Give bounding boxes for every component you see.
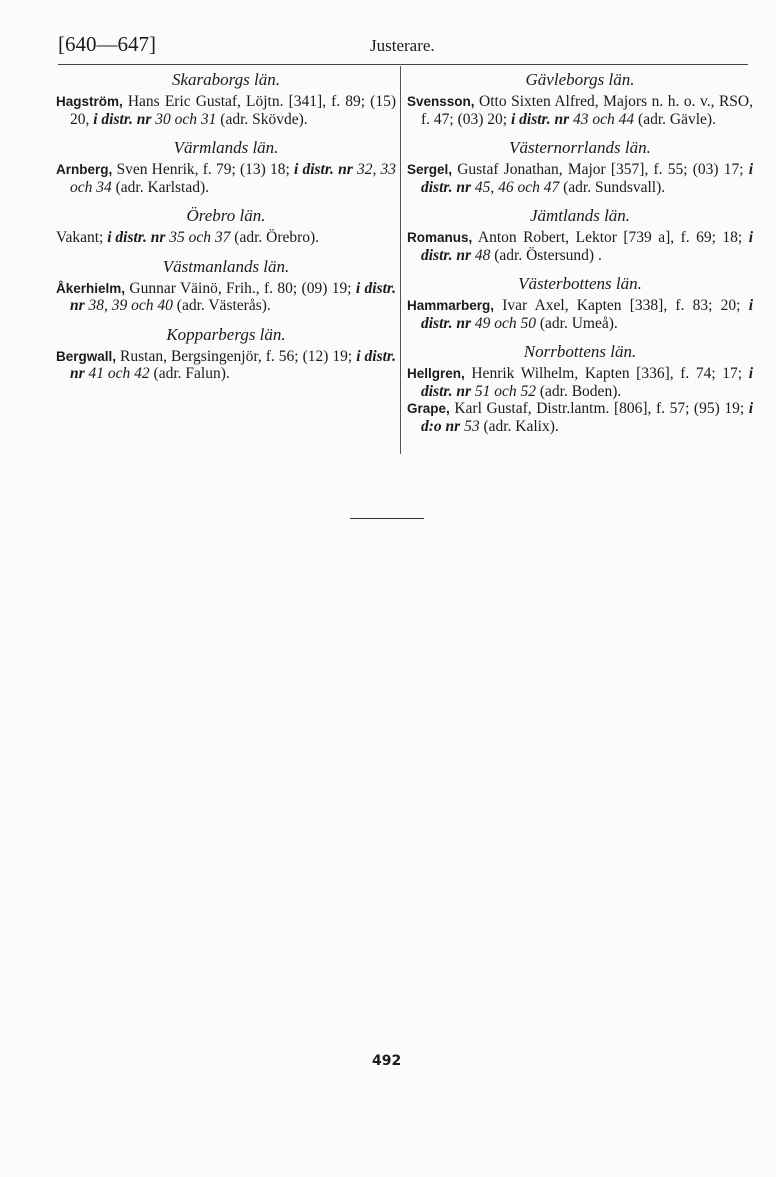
- entry-details: Ivar Axel, Kapten [338], f. 83; 20;: [494, 297, 749, 314]
- column-divider: [400, 66, 401, 454]
- county-heading: Västmanlands län.: [162, 256, 290, 276]
- county-heading: Norrbottens län.: [523, 342, 637, 361]
- page-range: [640—647]: [58, 32, 156, 56]
- district-label: i distr. nr: [510, 110, 570, 128]
- entry: [56, 348, 396, 383]
- entry-details: Otto Sixten Alfred, Majors n. h. o. v., RSO, f. 47; (03) 20;: [421, 93, 753, 128]
- person-name: Svensson,: [407, 94, 475, 109]
- district-label: i distr. nr: [93, 110, 152, 128]
- entry: [407, 161, 753, 196]
- entry-address: (adr. Sundsvall).: [559, 178, 666, 196]
- section-gavleborg: [407, 70, 753, 128]
- district-numbers: 41 och 42: [84, 365, 150, 382]
- county-heading: Gävleborgs län.: [525, 70, 635, 89]
- section-vasternorrland: [407, 138, 753, 196]
- section-kopparberg: [56, 325, 396, 383]
- district-numbers: 49 och 50: [470, 314, 536, 332]
- county-heading: Örebro län.: [186, 206, 266, 225]
- entry-details: Anton Robert, Lektor [739 a], f. 69; 18;: [472, 229, 749, 246]
- person-name: Bergwall,: [56, 348, 117, 364]
- district-label: i distr. nr: [70, 279, 396, 314]
- section-skaraborg: [56, 70, 396, 128]
- entry-details: Hans Eric Gustaf, Löjtn. [341], f. 89; (15) 20,: [70, 93, 396, 128]
- district-numbers: 48: [470, 246, 491, 264]
- person-name: Romanus,: [407, 230, 473, 245]
- section-vasterbotten: [407, 274, 753, 332]
- county-heading: Kopparbergs län.: [166, 324, 286, 344]
- person-name: Hagström,: [56, 94, 123, 109]
- district-label: i distr. nr: [421, 297, 753, 332]
- entry: [56, 93, 396, 128]
- entry-address: (adr. Umeå).: [536, 314, 618, 332]
- entry-details: Gunnar Väinö, Frih., f. 80; (09) 19;: [125, 279, 356, 297]
- entry: [407, 297, 753, 332]
- entry: [56, 161, 396, 196]
- section-varmland: [56, 138, 396, 196]
- district-numbers: 30 och 31: [151, 110, 217, 128]
- section-jamtland: [407, 206, 753, 264]
- district-numbers: 43 och 44: [569, 110, 635, 128]
- county-heading: Värmlands län.: [173, 138, 279, 157]
- district-numbers: 35 och 37: [165, 229, 231, 246]
- entry: [407, 229, 753, 264]
- entry-details: Gustaf Jonathan, Major [357], f. 55; (03) 17;: [452, 161, 749, 178]
- person-name: Sergel,: [407, 162, 453, 177]
- end-separator: [350, 518, 424, 519]
- right-column: [407, 70, 753, 445]
- header-rule: [58, 64, 748, 65]
- entry: [407, 365, 753, 400]
- section-norrbotten: [407, 342, 753, 435]
- entry-address: (adr. Kalix).: [479, 417, 559, 435]
- district-numbers: 32, 33 och 34: [70, 161, 396, 196]
- district-label: i distr. nr: [421, 365, 753, 400]
- district-numbers: 45, 46 och 47: [470, 178, 560, 196]
- left-column: [56, 70, 396, 393]
- district-label: i distr. nr: [421, 229, 753, 264]
- page-number: 492: [372, 1053, 402, 1069]
- district-label: i d:o nr: [421, 400, 753, 435]
- running-title: Justerare.: [370, 36, 435, 55]
- district-label: i distr. nr: [70, 347, 396, 382]
- entry-address: (adr. Falun).: [149, 365, 230, 382]
- entry-address: (adr. Karlstad).: [111, 178, 210, 196]
- entry-address: (adr. Gävle).: [634, 110, 716, 128]
- entry-details: Sven Henrik, f. 79; (13) 18;: [112, 161, 294, 178]
- entry-details: Karl Gustaf, Distr.lantm. [806], f. 57; (95) 19;: [449, 400, 749, 417]
- county-heading: Skaraborgs län.: [172, 70, 280, 89]
- entry: [56, 229, 396, 247]
- person-name: Hellgren,: [407, 366, 465, 381]
- entry-details: Rustan, Bergsingenjör, f. 56; (12) 19;: [116, 347, 357, 365]
- entry-details: Henrik Wilhelm, Kapten [336], f. 74; 17;: [464, 365, 749, 382]
- entry-address: (adr. Boden).: [536, 382, 622, 400]
- person-name: Åkerhielm,: [56, 280, 126, 296]
- district-numbers: 53: [460, 417, 480, 435]
- county-heading: Jämtlands län.: [529, 206, 631, 225]
- entry-address: (adr. Västerås).: [172, 297, 271, 314]
- section-orebro: [56, 206, 396, 247]
- county-heading: Västernorrlands län.: [509, 138, 651, 157]
- district-label: i distr. nr: [107, 229, 166, 246]
- entry: [407, 400, 753, 435]
- entry: [56, 280, 396, 315]
- entry-address: (adr. Skövde).: [216, 110, 308, 128]
- person-name: Arnberg,: [56, 162, 113, 177]
- section-vastmanland: [56, 257, 396, 315]
- person-name: Hammarberg,: [407, 298, 495, 313]
- district-numbers: 51 och 52: [470, 382, 536, 400]
- district-label: i distr. nr: [293, 161, 353, 178]
- entry-address: (adr. Östersund) .: [490, 246, 602, 264]
- person-name: Grape,: [407, 401, 450, 416]
- district-label: i distr. nr: [421, 161, 753, 196]
- county-heading: Västerbottens län.: [518, 274, 642, 293]
- entry-details: Vakant;: [56, 229, 108, 246]
- entry: [407, 93, 753, 128]
- district-numbers: 38, 39 och 40: [84, 297, 173, 314]
- entry-address: (adr. Örebro).: [230, 229, 320, 246]
